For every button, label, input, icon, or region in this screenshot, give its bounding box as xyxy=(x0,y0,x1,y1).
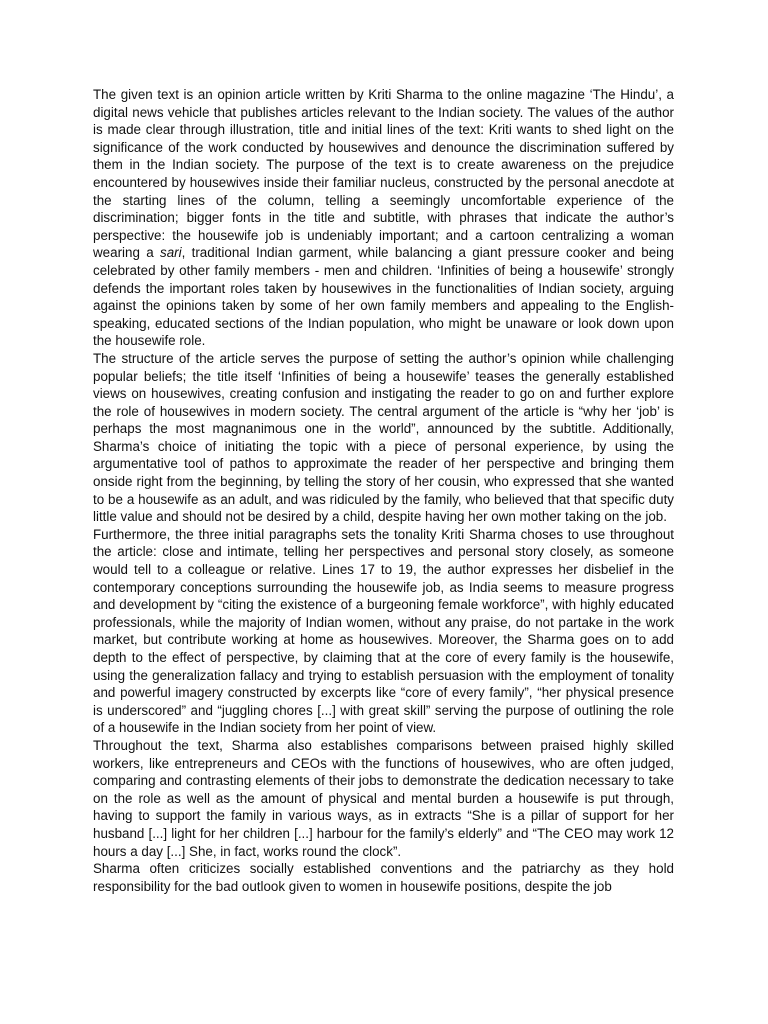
paragraph-1-part-a: The given text is an opinion article written by Kriti Sharma to the online magazine ‘The Hindu’, a digital news vehicle that publishes articles relevant to the Indian society. The values of the author is made clear through illustration, title and initial lines of the text: Kriti wants to shed light on the significance of the work conducted by housewives and denounce the discrimination suffered by them in the Indian society. The purpose of the text is to create awareness on the prejudice encountered by housewives inside their familiar nucleus, constructed by the personal anecdote at the starting lines of the column, telling a seemingly uncomfortable experience of the discrimination; bigger fonts in the title and subtitle, with phrases that indicate the author’s perspective: the housewife job is undeniably important; and a cartoon centralizing a woman wearing a xyxy=(93,87,674,261)
paragraph-2: The structure of the article serves the purpose of setting the author’s opinion while challenging popular beliefs; the title itself ‘Infinities of being a housewife’ teases the generally established views on housewives, creating confusion and instigating the reader to go on and further explore the role of housewives in modern society. The central argument of the article is “why her ‘job’ is perhaps the most magnanimous one in the world”, announced by the subtitle. Additionally, Sharma’s choice of initiating the topic with a piece of personal experience, by using the argumentative tool of pathos to approximate the reader of her perspective and bringing them onside right from the beginning, by telling the story of her cousin, who expressed that she wanted to be a housewife as an adult, and was ridiculed by the family, who believed that that specific duty little value and should not be desired by a child, despite having her own mother taking on the job. xyxy=(93,350,674,525)
paragraph-1 xyxy=(93,86,674,350)
paragraph-1-italic-term: sari xyxy=(160,245,182,261)
paragraph-1-part-b: , traditional Indian garment, while balancing a giant pressure cooker and being celebrated by other family members - men and children. ‘Infinities of being a housewife’ strongly defends the important roles taken by housewives in the functionalities of Indian society, arguing against the opinions taken by some of her own family members and appealing to the English-speaking, educated sections of the Indian population, who might be unaware or look down upon the housewife role. xyxy=(93,245,674,349)
paragraph-4: Throughout the text, Sharma also establishes comparisons between praised highly skilled workers, like entrepreneurs and CEOs with the functions of housewives, who are often judged, comparing and contrasting elements of their jobs to demonstrate the dedication necessary to take on the role as well as the amount of physical and mental burden a housewife is put through, having to support the family in various ways, as in extracts “She is a pillar of support for her husband [...] light for her children [...] harbour for the family’s elderly” and “The CEO may work 12 hours a day [...] She, in fact, works round the clock”. xyxy=(93,737,674,859)
paragraph-5: Sharma often criticizes socially established conventions and the patriarchy as they hold responsibility for the bad outlook given to women in housewife positions, despite the job xyxy=(93,861,674,894)
document-page xyxy=(93,86,674,895)
paragraph-3: Furthermore, the three initial paragraphs sets the tonality Kriti Sharma choses to use throughout the article: close and intimate, telling her perspectives and personal story closely, as someone would tell to a colleague or relative. Lines 17 to 19, the author expresses her disbelief in the contemporary conceptions surrounding the housewife job, as India seems to measure progress and development by “citing the existence of a burgeoning female workforce”, with highly educated professionals, while the majority of Indian women, without any praise, do not partake in the work market, but contribute working at home as housewives. Moreover, the Sharma goes on to add depth to the effect of perspective, by claiming that at the core of every family is the housewife, using the generalization fallacy and trying to establish persuasion with the employment of tonality and powerful imagery constructed by excerpts like “core of every family”, “her physical presence is underscored” and “juggling chores [...] with great skill” serving the purpose of outlining the role of a housewife in the Indian society from her point of view. xyxy=(93,526,674,736)
